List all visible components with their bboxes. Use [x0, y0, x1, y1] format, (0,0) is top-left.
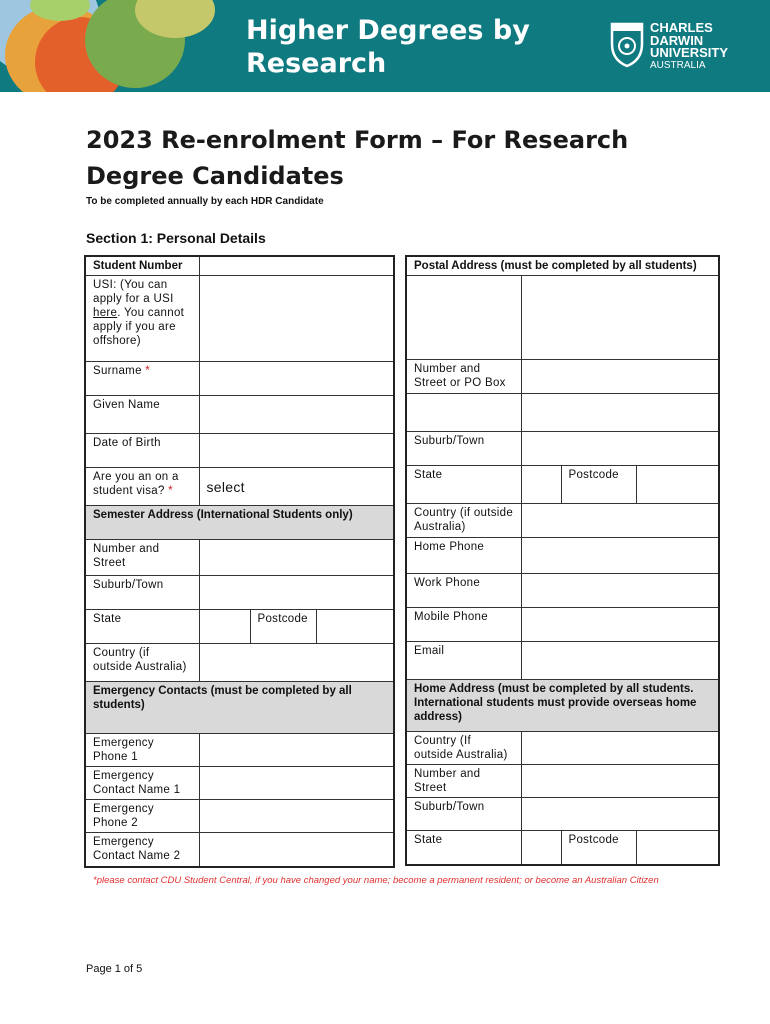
emergency-phone2-label: Emergency Phone 2 — [85, 800, 199, 833]
header-banner — [0, 0, 770, 92]
cdu-logo — [610, 22, 760, 72]
home-country-input[interactable] — [521, 732, 719, 765]
section-heading: Section 1: Personal Details — [86, 230, 266, 246]
emergency-name1-input[interactable] — [199, 767, 394, 800]
usi-link[interactable]: here — [93, 307, 118, 319]
visa-text: Are you an on a student visa? — [93, 471, 179, 497]
required-marker: * — [168, 485, 173, 497]
cdu-crest-icon — [610, 22, 644, 68]
postal-address-table — [405, 255, 720, 866]
surname-label — [85, 362, 199, 396]
personal-details-table — [84, 255, 395, 868]
logo-line3: UNIVERSITY — [650, 45, 729, 60]
home-postcode-input[interactable] — [636, 831, 719, 865]
emergency-name2-label: Emergency Contact Name 2 — [85, 833, 199, 867]
postal-country-input[interactable] — [521, 504, 719, 538]
semester-street-label: Number and Street — [85, 540, 199, 576]
semester-country-label: Country (if outside Australia) — [85, 644, 199, 682]
emergency-contacts-header: Emergency Contacts (must be completed by all students) — [85, 682, 394, 734]
emergency-phone2-input[interactable] — [199, 800, 394, 833]
required-marker: * — [145, 365, 151, 377]
semester-state-label: State — [85, 610, 199, 644]
postal-blank-label — [406, 276, 521, 360]
work-phone-input[interactable] — [521, 574, 719, 608]
footnote: *please contact CDU Student Central, if you have changed your name; become a permanent resident; or become an Australian Citizen — [93, 875, 659, 886]
semester-suburb-input[interactable] — [199, 576, 394, 610]
visa-select[interactable]: select — [199, 468, 394, 506]
subtitle: To be completed annually by each HDR Candidate — [86, 196, 324, 207]
banner-title — [246, 14, 530, 80]
title-line1: 2023 Re-enrolment Form – For Research — [86, 126, 629, 154]
emergency-phone1-input[interactable] — [199, 734, 394, 767]
surname-input[interactable] — [199, 362, 394, 396]
postal-street2-label — [406, 394, 521, 432]
home-country-label: Country (If outside Australia) — [406, 732, 521, 765]
usi-input[interactable] — [199, 276, 394, 362]
home-street-input[interactable] — [521, 765, 719, 798]
banner-title-line2: Research — [246, 48, 387, 79]
logo-line4: AUSTRALIA — [650, 59, 706, 71]
home-phone-input[interactable] — [521, 538, 719, 574]
home-suburb-label: Suburb/Town — [406, 798, 521, 831]
semester-postcode-label: Postcode — [250, 610, 316, 644]
home-suburb-input[interactable] — [521, 798, 719, 831]
postal-state-input[interactable] — [521, 466, 561, 504]
logo-line2: DARWIN — [650, 32, 704, 48]
postal-country-label: Country (if outside Australia) — [406, 504, 521, 538]
dob-input[interactable] — [199, 434, 394, 468]
semester-state-input[interactable] — [199, 610, 250, 644]
banner-title-line1: Higher Degrees by — [246, 15, 530, 46]
given-name-input[interactable] — [199, 396, 394, 434]
usi-text-2: . You cannot apply if you are offshore) — [93, 307, 185, 347]
page-number: Page 1 of 5 — [86, 963, 143, 975]
home-state-input[interactable] — [521, 831, 561, 865]
usi-label — [85, 276, 199, 362]
emergency-phone1-label: Emergency Phone 1 — [85, 734, 199, 767]
home-state-label: State — [406, 831, 521, 865]
student-number-label: Student Number — [85, 256, 199, 276]
postal-postcode-label: Postcode — [561, 466, 636, 504]
work-phone-label: Work Phone — [406, 574, 521, 608]
surname-text: Surname — [93, 365, 142, 377]
given-name-label: Given Name — [85, 396, 199, 434]
postal-state-label: State — [406, 466, 521, 504]
student-number-input[interactable] — [199, 256, 394, 276]
emergency-name1-label: Emergency Contact Name 1 — [85, 767, 199, 800]
page-title — [86, 122, 686, 194]
home-street-label: Number and Street — [406, 765, 521, 798]
dob-label: Date of Birth — [85, 434, 199, 468]
email-input[interactable] — [521, 642, 719, 680]
visa-label — [85, 468, 199, 506]
semester-postcode-input[interactable] — [316, 610, 394, 644]
mobile-phone-label: Mobile Phone — [406, 608, 521, 642]
postal-street2-input[interactable] — [521, 394, 719, 432]
mobile-phone-input[interactable] — [521, 608, 719, 642]
postal-postcode-input[interactable] — [636, 466, 719, 504]
semester-street-input[interactable] — [199, 540, 394, 576]
title-line2: Degree Candidates — [86, 162, 344, 190]
semester-address-header: Semester Address (International Students only) — [85, 506, 394, 540]
postal-suburb-input[interactable] — [521, 432, 719, 466]
home-address-header: Home Address (must be completed by all students. International students must provide overseas home address) — [406, 680, 719, 732]
usi-text-1: USI: (You can apply for a USI — [93, 279, 174, 305]
home-phone-label: Home Phone — [406, 538, 521, 574]
postal-address-header: Postal Address (must be completed by all students) — [406, 256, 719, 276]
decorative-art — [0, 0, 220, 92]
postal-blank-input[interactable] — [521, 276, 719, 360]
email-label: Email — [406, 642, 521, 680]
emergency-name2-input[interactable] — [199, 833, 394, 867]
postal-street-input[interactable] — [521, 360, 719, 394]
postal-suburb-label: Suburb/Town — [406, 432, 521, 466]
semester-country-input[interactable] — [199, 644, 394, 682]
home-postcode-label: Postcode — [561, 831, 636, 865]
logo-line1: CHARLES — [650, 20, 713, 35]
semester-suburb-label: Suburb/Town — [85, 576, 199, 610]
postal-street-label: Number and Street or PO Box — [406, 360, 521, 394]
